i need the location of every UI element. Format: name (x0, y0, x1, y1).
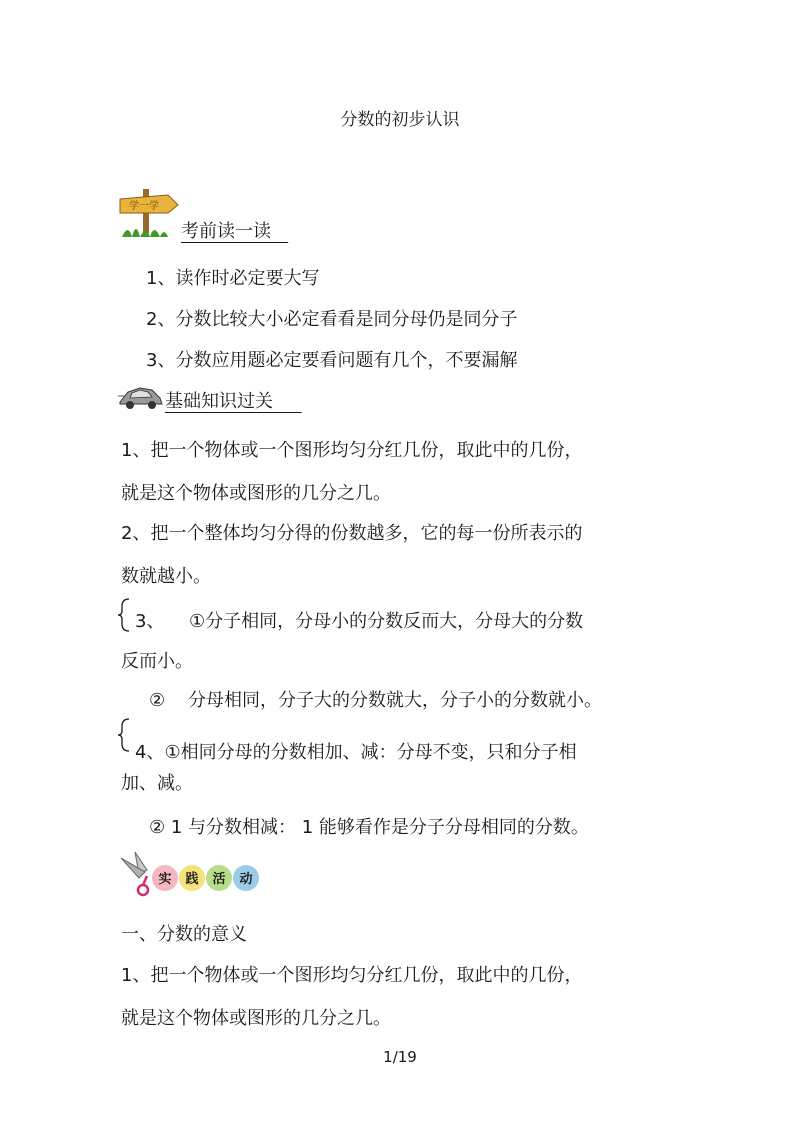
practice-activity-badge (117, 850, 273, 900)
page-title: 分数的初步认识 (340, 110, 460, 130)
signpost-icon (118, 183, 180, 241)
brace-icon (117, 598, 131, 632)
paragraph-line: 反而小。 (121, 651, 193, 672)
paragraph-line: 加、减。 (121, 773, 193, 794)
badge-char: 活 (212, 872, 226, 887)
heading-text: 考前读一读 (181, 221, 271, 242)
badge-char: 实 (158, 872, 172, 887)
brace-icon (117, 718, 131, 752)
heading-text: 基础知识过关 (165, 391, 273, 412)
section-heading-pre-exam (181, 222, 288, 242)
heading-underline-pad (271, 221, 288, 242)
section-heading-basics (165, 392, 302, 412)
section-heading-meaning: 一、分数的意义 (121, 924, 247, 945)
badge-char: 践 (185, 872, 199, 887)
list-item: 1、读作时必定要大写 (146, 268, 320, 289)
list-item: 2、分数比较大小必定看看是同分母仍是同分子 (146, 309, 518, 330)
paragraph-line: 1、把一个物体或一个图形均匀分红几份，取此中的几份， (121, 965, 583, 986)
paragraph-line: 就是这个物体或图形的几分之几。 (121, 1008, 391, 1029)
list-item: 3、分数应用题必定要看问题有几个，不要漏解 (146, 350, 518, 371)
badge-char: 动 (239, 872, 253, 887)
paragraph-line: 2、把一个整体均匀分得的份数越多，它的每一份所表示的 (121, 523, 583, 544)
paragraph-line: 1、把一个物体或一个图形均匀分红几份，取此中的几份， (121, 440, 583, 461)
sub-mark: ② (149, 690, 166, 711)
paragraph-line: 4、①相同分母的分数相加、减：分母不变，只和分子相 (135, 742, 577, 763)
heading-underline-pad (273, 391, 302, 412)
paragraph-num: 3、 (135, 611, 165, 632)
paragraph-line: 就是这个物体或图形的几分之几。 (121, 483, 391, 504)
paragraph-line: 数就越小。 (121, 566, 211, 587)
paragraph-line: ② 1 与分数相减： 1 能够看作是分子分母相同的分数。 (149, 817, 589, 838)
page-number: 1/19 (383, 1048, 417, 1066)
signpost-label: 学一学 (129, 201, 159, 212)
paragraph-line: ①分子相同，分母小的分数反而大，分母大的分数 (189, 611, 584, 632)
car-icon (118, 384, 164, 410)
paragraph-line: 分母相同，分子大的分数就大，分子小的分数就小。 (188, 690, 602, 711)
